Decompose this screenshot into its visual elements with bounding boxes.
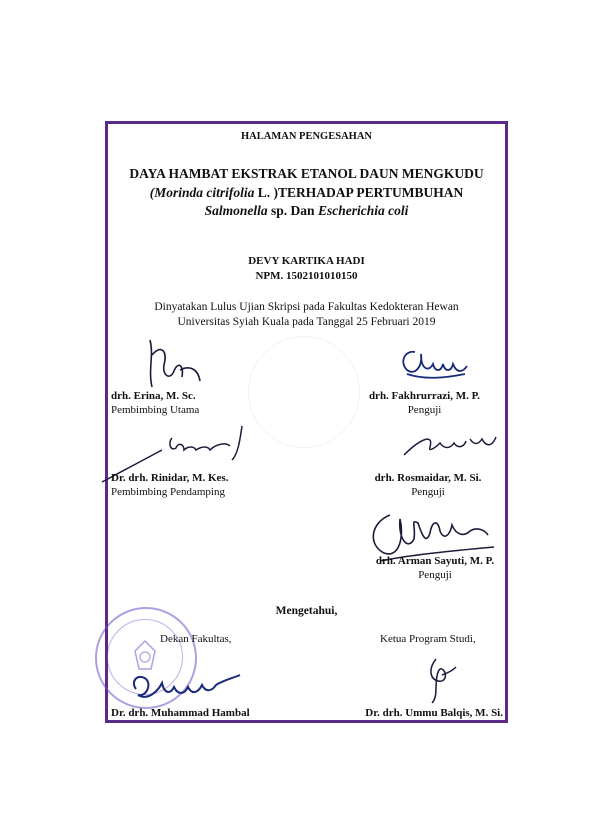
title-line-1: DAYA HAMBAT EKSTRAK ETANOL DAUN MENGKUDU — [129, 166, 484, 181]
signature-fakhrurrazi — [395, 344, 470, 384]
signatory-1-role: Pembimbing Utama — [111, 404, 200, 416]
author-name: DEVY KARTIKA HADI — [248, 255, 365, 267]
signatory-5-name: drh. Arman Sayuti, M. P. — [375, 555, 495, 567]
signatory-5-role: Penguji — [418, 569, 452, 581]
declaration-line-2: Universitas Syiah Kuala pada Tanggal 25 Februari 2019 — [177, 316, 436, 328]
program-head-role: Ketua Program Studi, — [380, 633, 476, 645]
dean-name: Dr. drh. Muhammad Hambal — [111, 707, 250, 719]
signatory-2-role: Penguji — [407, 404, 442, 416]
signature-erina — [140, 335, 210, 395]
title-bacteria-1: Salmonella — [204, 203, 268, 218]
signatory-3-role: Pembimbing Pendamping — [111, 486, 225, 498]
title-bacteria-2: Escherichia coli — [317, 203, 409, 218]
author-npm: NPM. 1502101010150 — [255, 270, 358, 282]
title-line-2-rest: L. )TERHADAP PERTUMBUHAN — [254, 185, 464, 200]
page-heading: HALAMAN PENGESAHAN — [241, 131, 372, 142]
signatory-2-name: drh. Fakhrurrazi, M. P. — [368, 390, 481, 402]
signature-program-head — [418, 655, 458, 705]
title-line-3 — [108, 202, 505, 220]
approval-heading: Mengetahui, — [275, 605, 338, 617]
signatory-3-name: Dr. drh. Rinidar, M. Kes. — [111, 472, 229, 484]
dean-role: Dekan Fakultas, — [160, 633, 232, 645]
declaration-line-1: Dinyatakan Lulus Ujian Skripsi pada Fakultas Kedokteran Hewan — [154, 301, 459, 313]
title-line-2 — [108, 184, 505, 202]
signatory-4-role: Penguji — [411, 486, 445, 498]
signatory-4-name: drh. Rosmaidar, M. Si. — [374, 472, 482, 484]
program-head-name: Dr. drh. Ummu Balqis, M. Si. — [365, 707, 503, 719]
title-species-italic: (Morinda citrifolia — [149, 185, 255, 200]
signature-rosmaidar — [400, 425, 500, 460]
signature-dean — [128, 665, 243, 705]
title-line-3-mid: sp. Dan — [267, 203, 318, 218]
signatory-1-name: drh. Erina, M. Sc. — [111, 390, 196, 402]
